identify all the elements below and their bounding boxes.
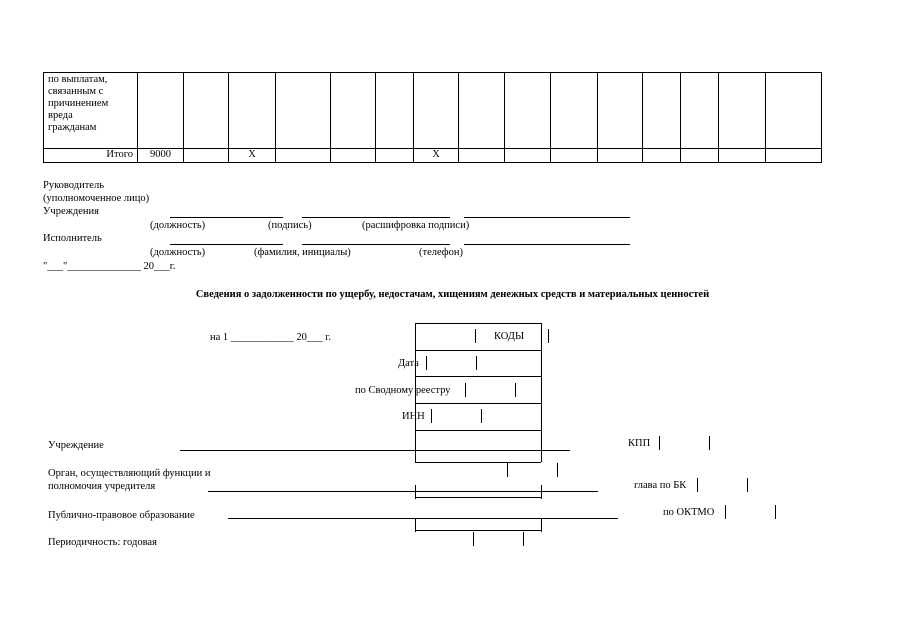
codes-divider [415,430,541,431]
table-row [44,73,822,149]
organ-label-2: полномочия учредителя [48,481,156,492]
oktmo-label: по ОКТМО [663,507,715,518]
codes-tick [431,409,432,423]
table-cell [276,149,331,163]
row-label-payments-harm [44,73,138,149]
bk-label: глава по БК [634,480,687,491]
signature-line [302,217,450,218]
table-cell [598,73,643,149]
table-cell [229,73,276,149]
phone-line [464,244,630,245]
caption-decoding: (расшифровка подписи) [362,220,470,231]
codes-tick [415,518,416,532]
row-label-line: причинением [48,98,109,109]
caption-position: (должность) [150,220,206,231]
table-cell [551,73,598,149]
date-label: Дата [398,358,419,369]
date-line: "___"______________ 20___г. [43,261,176,272]
table-cell [766,73,822,149]
organ-line [208,491,598,492]
codes-tick [548,329,549,343]
organ-label-1: Орган, осуществляющий функции и [48,468,211,479]
table-cell [681,149,719,163]
table-cell [459,73,505,149]
table-cell [643,149,681,163]
table-cell [598,149,643,163]
decoding-line [464,217,630,218]
head-label-3: Учреждения [43,206,99,217]
codes-tick [697,478,698,492]
codes-tick [557,463,558,477]
total-code: 9000 [138,149,184,163]
table-cell [459,149,505,163]
section-title: Сведения о задолженности по ущербу, недостачам, хищениям денежных средств и материальных ценностей [195,289,710,300]
codes-tick [725,505,726,519]
head-label-1: Руководитель [43,180,104,191]
periodicity-label: Периодичность: годовая [48,537,157,548]
codes-tick [476,356,477,370]
executor-label: Исполнитель [43,233,102,244]
table-cell [331,149,376,163]
row-label-line: связанным с [48,86,104,97]
codes-divider [415,403,541,404]
table-cell [505,149,551,163]
table-cell [551,149,598,163]
codes-tick [659,436,660,450]
codes-tick [523,532,524,546]
x-mark: X [414,149,459,163]
table-cell [184,73,229,149]
table-cell [138,73,184,149]
debt-table [43,72,822,163]
codes-tick [775,505,776,519]
codes-tick [426,356,427,370]
codes-tick [473,532,474,546]
head-label-2: (уполномоченное лицо) [43,193,150,204]
caption-position-2: (должность) [150,247,206,258]
codes-right-border [541,323,542,462]
registry-label: по Сводному реестру [355,385,451,396]
codes-tick [541,518,542,532]
codes-divider [415,376,541,377]
table-cell [719,149,766,163]
codes-tick [541,485,542,499]
table-cell [276,73,331,149]
codes-divider [415,350,541,351]
table-cell [643,73,681,149]
codes-tick [481,409,482,423]
codes-tick [709,436,710,450]
x-mark: X [229,149,276,163]
codes-top-line [415,323,541,324]
public-entity-label: Публично-правовое образование [48,510,195,521]
table-cell [719,73,766,149]
table-cell [184,149,229,163]
codes-tick [475,329,476,343]
codes-divider [415,530,541,531]
inn-label: ИНН [402,411,425,422]
name-line [302,244,450,245]
caption-phone: (телефон) [419,247,463,258]
table-cell [505,73,551,149]
table-cell [376,73,414,149]
codes-tick [515,383,516,397]
row-label-line: вреда [48,110,73,121]
codes-tick [465,383,466,397]
institution-label: Учреждение [48,440,104,451]
caption-name: (фамилия, инициалы) [254,247,351,258]
codes-header: КОДЫ [494,331,525,342]
table-cell [766,149,822,163]
codes-tick [507,463,508,477]
codes-tick [415,485,416,499]
as-of-date: на 1 ____________ 20___ г. [210,332,332,343]
position-line [170,217,283,218]
caption-signature: (подпись) [268,220,312,231]
codes-divider [415,462,541,463]
kpp-label: КПП [628,438,651,449]
table-row-total [44,149,822,163]
codes-tick [747,478,748,492]
position-line-2 [170,244,283,245]
institution-line [180,450,570,451]
row-label-line: по выплатам, [48,74,108,85]
table-cell [414,73,459,149]
codes-divider [415,497,541,498]
public-entity-line [228,518,618,519]
total-label: Итого [44,149,138,163]
table-cell [376,149,414,163]
table-cell [681,73,719,149]
table-cell [331,73,376,149]
row-label-line: гражданам [48,122,97,133]
